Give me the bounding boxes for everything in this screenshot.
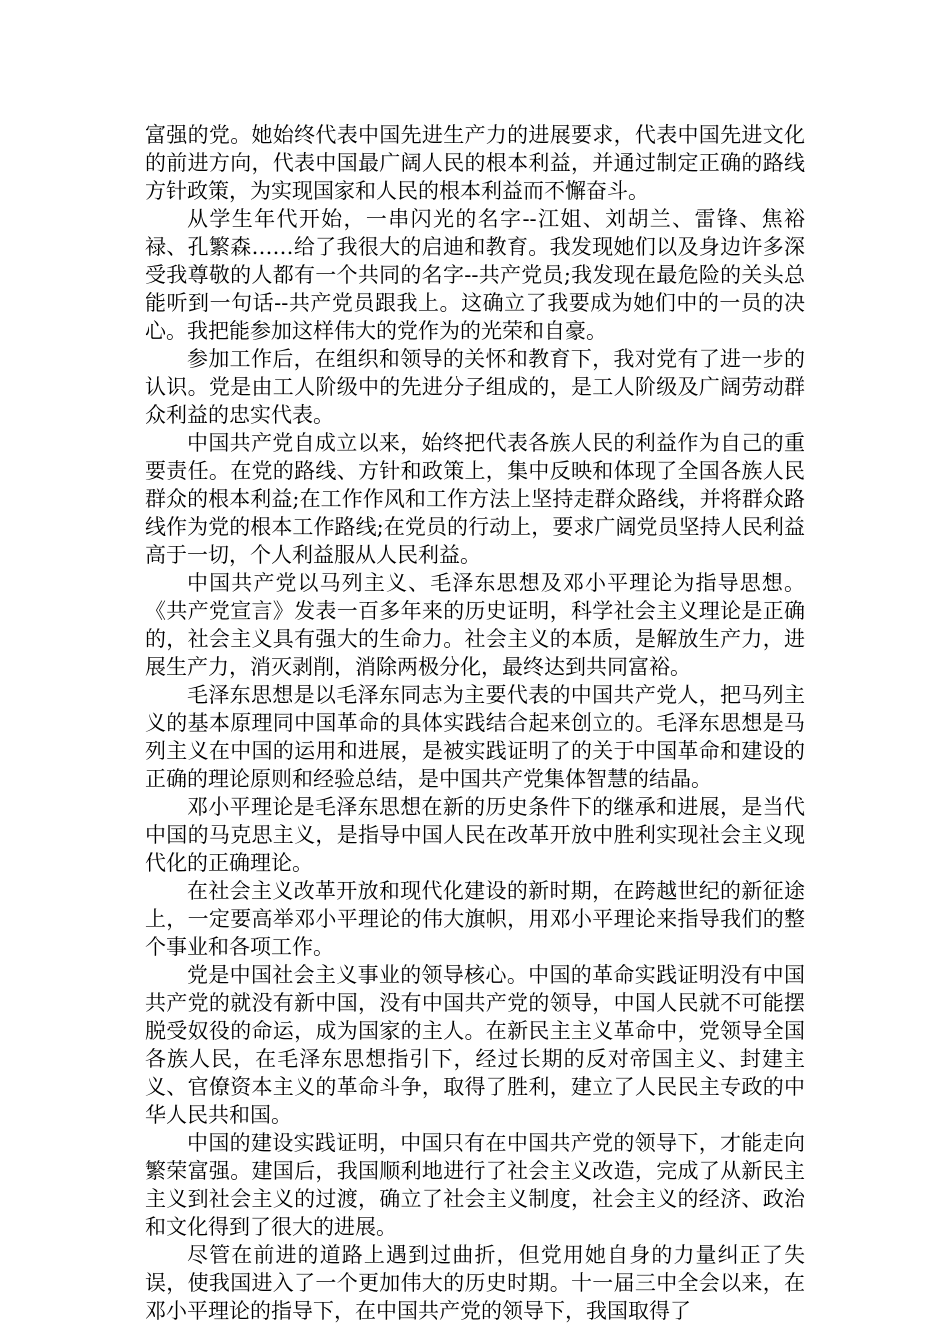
paragraph-deng-theory: 邓小平理论是毛泽东思想在新的历史条件下的继承和进展，是当代中国的马克思主义，是指导中国人民在改革开放中胜利实现社会主义现代化的正确理论。 — [145, 795, 805, 875]
paragraph-construction: 中国的建设实践证明，中国只有在中国共产党的领导下，才能走向繁荣富强。建国后，我国顺利地进行了社会主义改造，完成了从新民主主义到社会主义的过渡，确立了社会主义制度，社会主义的经济、政治和文化得到了很大的进展。 — [145, 1131, 805, 1239]
paragraph-new-era: 在社会主义改革开放和现代化建设的新时期，在跨越世纪的新征途上，一定要高举邓小平理论的伟大旗帜，用邓小平理论来指导我们的整个事业和各项工作。 — [145, 879, 805, 959]
paragraph-role-models: 从学生年代开始，一串闪光的名字--江姐、刘胡兰、雷锋、焦裕禄、孔繁森……给了我很大的启迪和教育。我发现她们以及身边许多深受我尊敬的人都有一个共同的名字--共产党员;我发现在最危险的关头总能听到一句话--共产党员跟我上。这确立了我要成为她们中的一员的决心。我把能参加这样伟大的党作为的光荣和自豪。 — [145, 207, 805, 343]
paragraph-leadership-core: 党是中国社会主义事业的领导核心。中国的革命实践证明没有中国共产党的就没有新中国，没有中国共产党的领导，中国人民就不可能摆脱受奴役的命运，成为国家的主人。在新民主主义革命中，党领导全国各族人民，在毛泽东思想指引下，经过长期的反对帝国主义、封建主义、官僚资本主义的革命斗争，取得了胜利，建立了人民民主专政的中华人民共和国。 — [145, 963, 805, 1127]
paragraph-after-work: 参加工作后，在组织和领导的关怀和教育下，我对党有了进一步的认识。党是由工人阶级中的先进分子组成的，是工人阶级及广阔劳动群众利益的忠实代表。 — [145, 347, 805, 427]
paragraph-continuation: 富强的党。她始终代表中国先进生产力的进展要求，代表中国先进文化的前进方向，代表中国最广阔人民的根本利益，并通过制定正确的路线方针政策，为实现国家和人民的根本利益而不懈奋斗。 — [145, 123, 805, 203]
paragraph-party-responsibility: 中国共产党自成立以来，始终把代表各族人民的利益作为自己的重要责任。在党的路线、方针和政策上，集中反映和体现了全国各族人民群众的根本利益;在工作作风和工作方法上坚持走群众路线，并将群众路线作为党的根本工作路线;在党员的行动上，要求广阔党员坚持人民利益高于一切，个人利益服从人民利益。 — [145, 431, 805, 567]
paragraph-mao-thought: 毛泽东思想是以毛泽东同志为主要代表的中国共产党人，把马列主义的基本原理同中国革命的具体实践结合起来创立的。毛泽东思想是马列主义在中国的运用和进展，是被实践证明了的关于中国革命和建设的正确的理论原则和经验总结，是中国共产党集体智慧的结晶。 — [145, 683, 805, 791]
document-body — [145, 121, 805, 1325]
paragraph-guiding-ideology: 中国共产党以马列主义、毛泽东思想及邓小平理论为指导思想。《共产党宣言》发表一百多年来的历史证明，科学社会主义理论是正确的，社会主义具有强大的生命力。社会主义的本质，是解放生产力，进展生产力，消灭剥削，消除两极分化，最终达到共同富裕。 — [145, 571, 805, 679]
paragraph-setbacks: 尽管在前进的道路上遇到过曲折，但党用她自身的力量纠正了失误，使我国进入了一个更加伟大的历史时期。十一届三中全会以来，在邓小平理论的指导下，在中国共产党的领导下，我国取得了 — [145, 1243, 805, 1323]
